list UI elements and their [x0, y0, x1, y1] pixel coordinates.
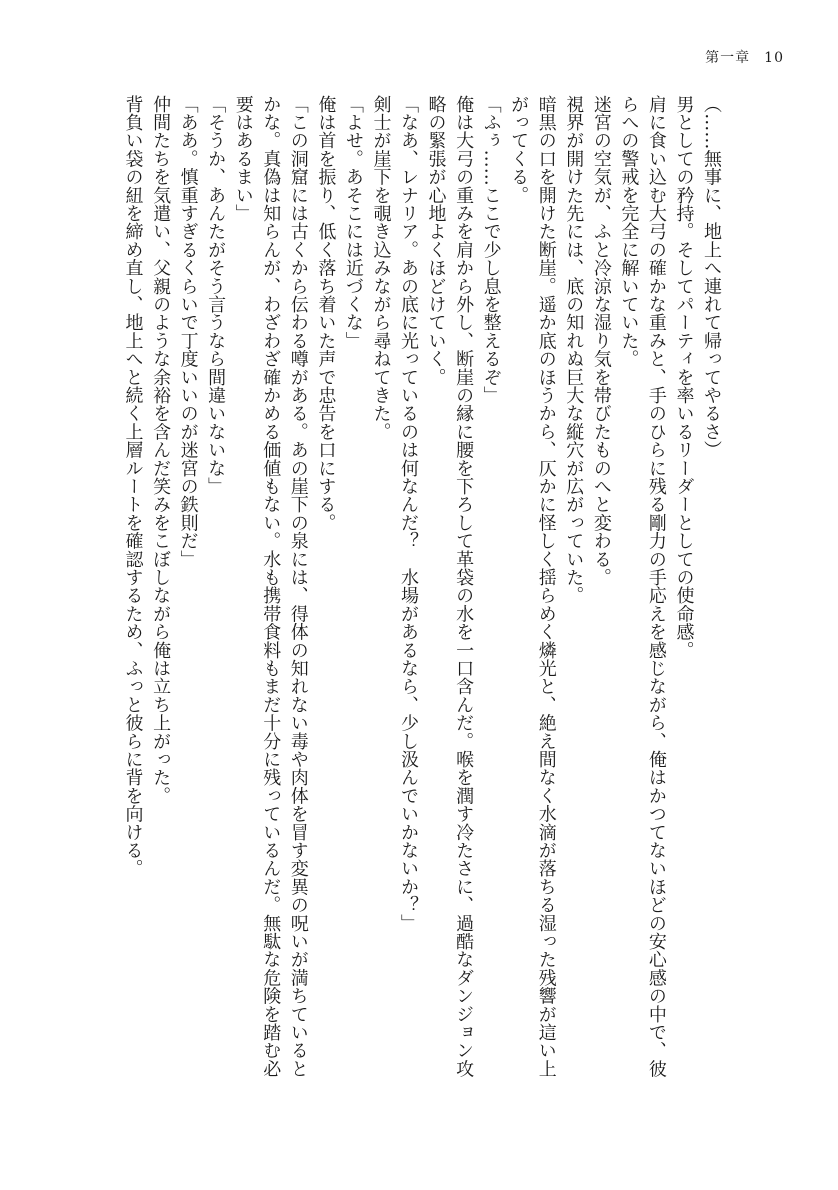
paragraph: 俺は大弓の重みを肩から外し、断崖の縁に腰を下ろして革袋の水を一口含んだ。喉を潤す冷たさに、過酷なダンジョン攻略の緊張が心地よくほどけていく。: [425, 95, 475, 1078]
paragraph: 背負い袋の紐を締め直し、地上へと続く上層ルートを確認するため、ふっと彼らに背を向ける。: [122, 95, 144, 878]
paragraph: （……無事に、地上へ連れて帰ってやるさ）: [701, 95, 722, 459]
chapter-title: 第一章: [705, 50, 751, 66]
paragraph: 「よせ。あそこには近づくな」: [342, 95, 364, 350]
paragraph: 「ふぅ……ここで少し息を整えるぞ」: [480, 95, 502, 405]
paragraph: 迷宮の空気が、ふと冷涼な湿り気を帯びたものへと変わる。: [590, 95, 612, 587]
paragraph: 「ああ。慎重すぎるくらいで丁度いいのが迷宮の鉄則だ」: [177, 95, 199, 569]
paragraph: 暗黒の口を開けた断崖。遥か底のほうから、仄かに怪しく揺らめく燐光と、絶え間なく水滴が落ちる湿った残響が這い上がってくる。: [508, 95, 557, 1078]
paragraph: 俺は首を振り、低く落ち着いた声で忠告を口にする。: [315, 95, 337, 532]
novel-body-text: [91, 95, 725, 1095]
paragraph: 剣士が崖下を覗き込みながら尋ねてきた。: [370, 95, 392, 441]
page-header: [705, 47, 784, 67]
paragraph: 仲間たちを気遣い、父親のような余裕を含んだ笑みをこぼしながら俺は立ち上がった。: [150, 95, 172, 805]
paragraph: 男としての矜持。そしてパーティを率いるリーダーとしての使命感。: [673, 95, 695, 660]
paragraph: 肩に食い込む大弓の確かな重みと、手のひらに残る剛力の手応えを感じながら、俺はかつてないほどの安心感の中で、彼らへの警戒を完全に解いていた。: [618, 95, 667, 1078]
page-number: 10: [764, 50, 784, 66]
paragraph: 「この洞窟には古くから伝わる噂がある。あの崖下の泉には、得体の知れない毒や肉体を冒す変異の呪いが満ちているとかな。真偽は知らんが、わざわざ確かめる価値もない。水も携帯食料もまだ十分に残っているんだ。無駄な危険を踏む必要はあるまい」: [232, 95, 309, 1078]
paragraph: 「なあ、レナリア。あの底に光っているのは何なんだ？ 水場があるなら、少し汲んでいかないか？」: [397, 95, 419, 933]
paragraph: 視界が開けた先には、底の知れぬ巨大な縦穴が広がっていた。: [563, 95, 585, 605]
paragraph: 「そうか、あんたがそう言うなら間違いないな」: [205, 95, 227, 496]
